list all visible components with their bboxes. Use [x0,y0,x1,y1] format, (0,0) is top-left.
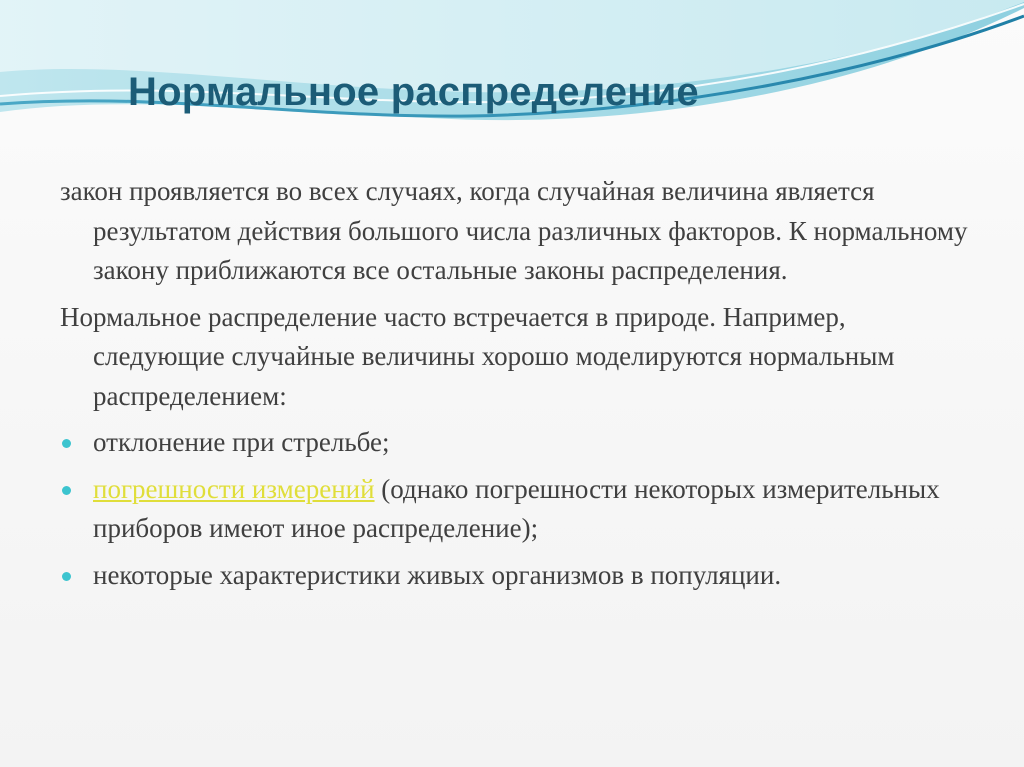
list-item-text: некоторые характеристики живых организмов в популяции. [93,559,782,590]
list-item [60,470,980,549]
list-item [60,423,980,463]
list-item [60,556,980,596]
bullet-dot-icon [62,486,71,495]
list-item-text: отклонение при стрельбе; [93,427,390,457]
bullet-dot-icon [62,439,71,448]
bullet-dot-icon [62,572,71,581]
examples-list [60,423,980,595]
measurement-errors-link[interactable]: погрешности измерений [93,473,375,504]
examples-paragraph: Нормальное распределение часто встречается в природе. Например, следующие случайные величины хорошо моделируются нормальным распределением: [60,301,895,411]
slide-body [60,172,980,602]
intro-paragraph: закон проявляется во всех случаях, когда случайная величина является результатом действия большого числа различных факторов. К нормальному закону приближаются все остальные законы распределения. [60,176,968,285]
slide-title: Нормальное распределение [128,70,699,114]
list-item-text: (однако погрешности некоторых измерительных приборов имеют иное распределение); [93,473,940,543]
